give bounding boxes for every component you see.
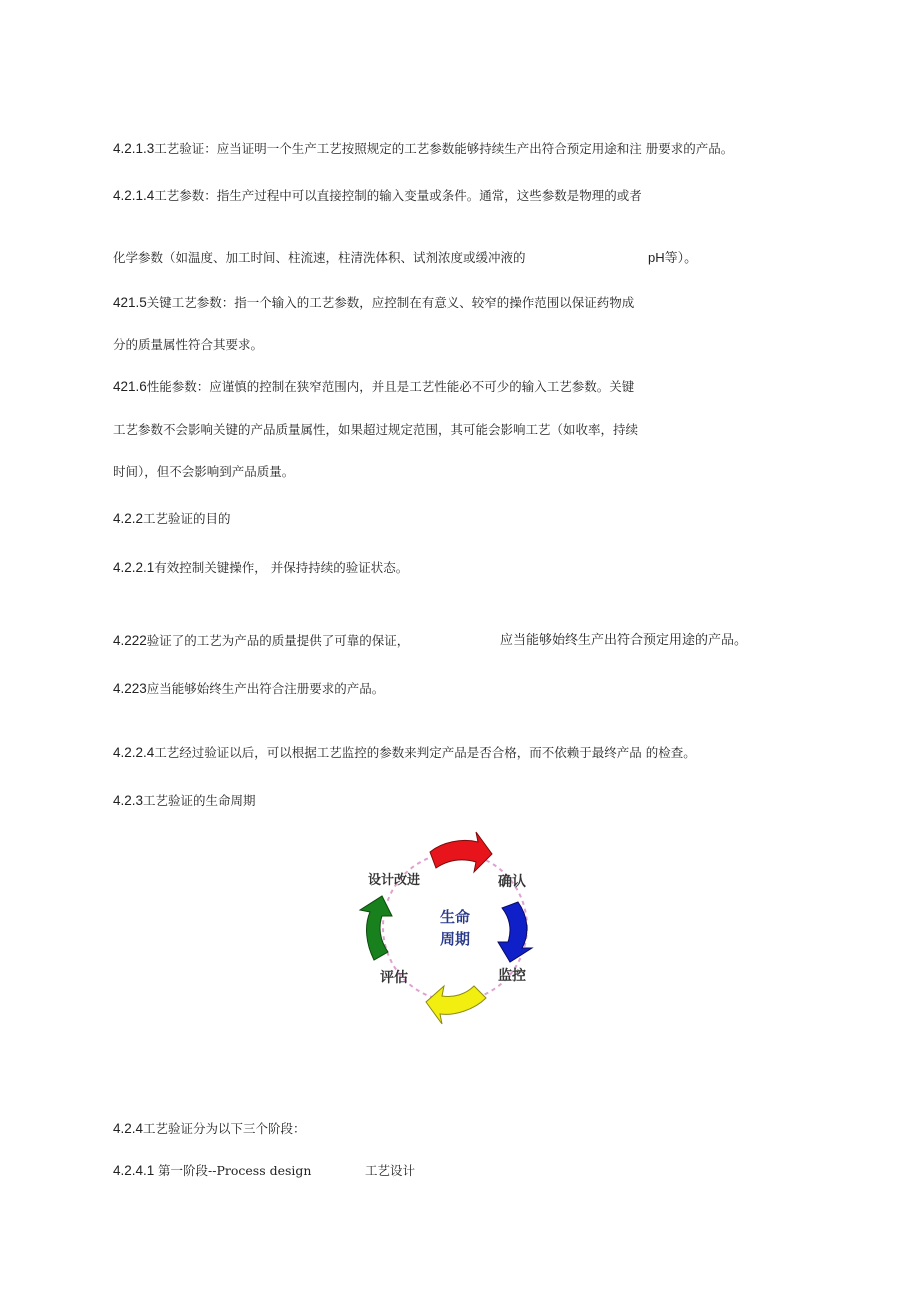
paragraph-continuation-quality <box>113 336 263 355</box>
paragraph-4-2-4-1 <box>113 1162 311 1181</box>
paragraph-text: 验证了的工艺为产品的质量提供了可靠的保证， <box>146 633 410 648</box>
paragraph-421-5 <box>113 294 634 313</box>
paragraph-text: 有效控制关键操作， 并保持持续的验证状态。 <box>154 560 409 575</box>
paragraph-text: 分的质量属性符合其要求。 <box>113 337 264 352</box>
paragraph-tail-text: 工艺设计 <box>365 1163 416 1178</box>
section-number: 4.2.2.1 <box>113 560 155 575</box>
section-number: 4.2.1.4 <box>113 188 155 203</box>
center-label-line1: 生命 <box>440 908 471 926</box>
paragraph-text: 工艺参数不会影响关键的产品质量属性，如果超过规定范围，其可能会影响工艺（如收率，持续 <box>113 422 639 437</box>
paragraph-text: 关键工艺参数：指一个输入的工艺参数，应控制在有意义、较窄的操作范围以保证药物成 <box>146 295 635 310</box>
paragraph-text: 化学参数（如温度、加工时间、柱流速，柱清洗体积、试剂浓度或缓冲液的 <box>113 250 526 265</box>
section-number: 4.2.4.1 <box>113 1163 159 1178</box>
lifecycle-diagram <box>350 830 560 1025</box>
section-number: 4.223 <box>113 681 147 696</box>
paragraph-text: 时间），但不会影响到产品质量。 <box>113 464 295 479</box>
heading-4-2-2 <box>113 510 231 529</box>
section-number: 4.222 <box>113 633 147 648</box>
paragraph-4-2-2-1 <box>113 559 408 578</box>
green-arrow-icon <box>360 896 392 960</box>
section-number: 421.6 <box>113 379 147 394</box>
blue-arrow-icon <box>498 902 532 962</box>
section-number: 4.2.2 <box>113 511 144 526</box>
paragraph-tail <box>365 1162 415 1181</box>
red-arrow-icon <box>430 832 492 872</box>
paragraph-tail-ph <box>648 249 697 268</box>
stage-label-design: 设计改进 <box>368 873 421 888</box>
paragraph-continuation-chem <box>113 249 526 268</box>
paragraph-4-2-2-4 <box>113 744 696 763</box>
stage-label-monitor: 监控 <box>498 968 526 984</box>
paragraph-text: 性能参数：应谨慎的控制在狭窄范围内，并且是工艺性能必不可少的输入工艺参数。关键 <box>146 379 635 394</box>
stage-label-evaluate: 评估 <box>380 970 408 986</box>
paragraph-4-222 <box>113 632 409 651</box>
paragraph-text: 工艺参数：指生产过程中可以直接控制的输入变量或条件。通常，这些参数是物理的或者 <box>154 188 642 203</box>
paragraph-tail-text: pH等）。 <box>648 250 698 265</box>
heading-text: 工艺验证分为以下三个阶段： <box>143 1121 306 1136</box>
paragraph-4-2-1-3 <box>113 140 733 159</box>
section-number: 4.2.2.4 <box>113 745 155 760</box>
paragraph-text: 工艺经过验证以后，可以根据工艺监控的参数来判定产品是否合格，而不依赖于最终产品 的检查。 <box>154 745 696 760</box>
paragraph-4-223 <box>113 680 384 699</box>
section-number: 4.2.4 <box>113 1121 144 1136</box>
center-label-line2: 周期 <box>440 930 471 948</box>
paragraph-continuation-key <box>113 421 638 440</box>
paragraph-text: 第一阶段--Process design <box>158 1163 312 1178</box>
paragraph-text: 工艺验证：应当证明一个生产工艺按照规定的工艺参数能够持续生产出符合预定用途和注 册要求的产品。 <box>154 141 734 156</box>
paragraph-421-6 <box>113 378 634 397</box>
paragraph-tail-text: 应当能够始终生产出符合预定用途的产品。 <box>500 633 748 648</box>
paragraph-text: 应当能够始终生产出符合注册要求的产品。 <box>146 681 385 696</box>
paragraph-tail <box>500 632 747 650</box>
paragraph-continuation-time <box>113 463 294 482</box>
section-number: 421.5 <box>113 295 147 310</box>
yellow-arrow-icon <box>426 986 486 1024</box>
heading-text: 工艺验证的生命周期 <box>143 793 256 808</box>
section-number: 4.2.3 <box>113 793 144 808</box>
paragraph-4-2-1-4 <box>113 187 642 206</box>
heading-4-2-3 <box>113 792 256 811</box>
stage-label-confirm: 确认 <box>498 874 526 890</box>
heading-4-2-4 <box>113 1120 306 1139</box>
section-number: 4.2.1.3 <box>113 141 155 156</box>
heading-text: 工艺验证的目的 <box>143 511 231 526</box>
